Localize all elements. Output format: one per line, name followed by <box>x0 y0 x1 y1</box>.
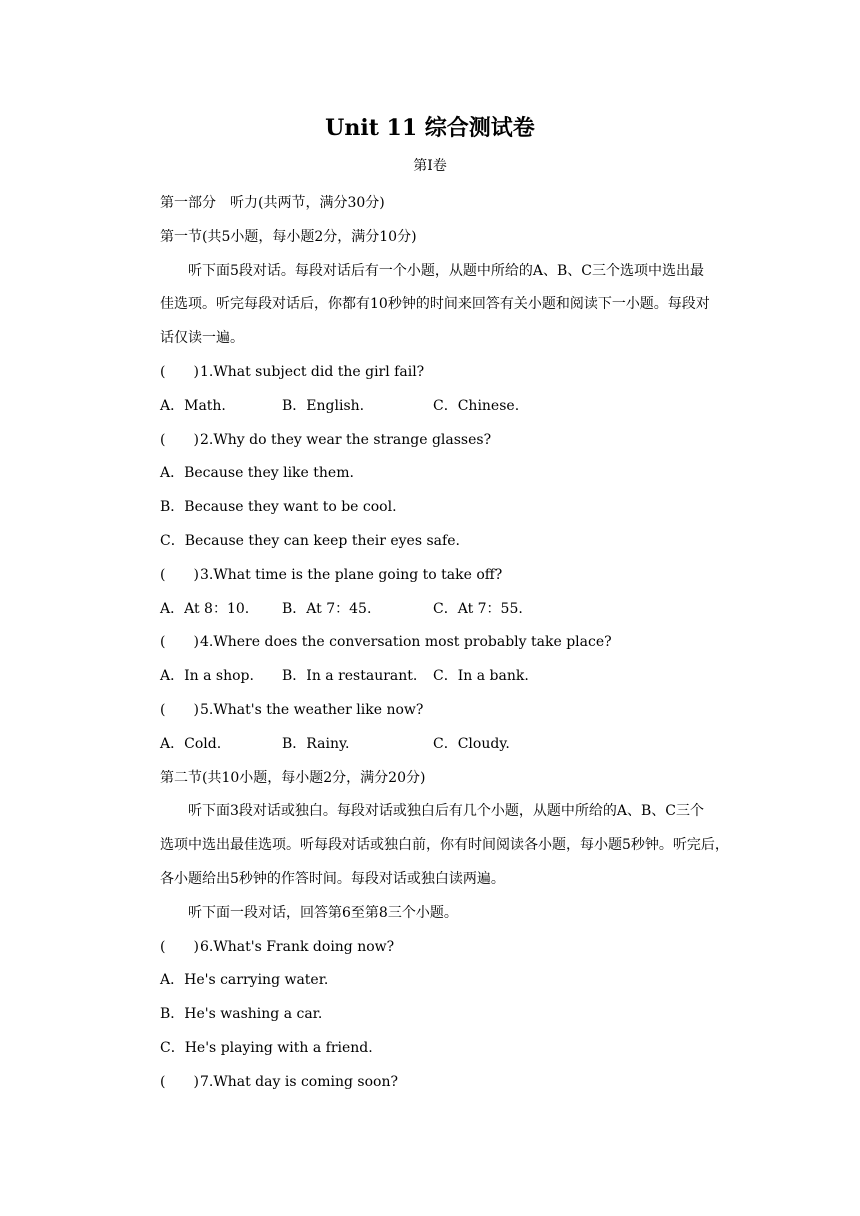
option-c: C．Because they can keep their eyes safe. <box>160 532 460 549</box>
section2-heading: 第二节(共10小题，每小题2分，满分20分) <box>160 769 426 786</box>
option-b: B．In a restaurant. <box>282 668 418 685</box>
question-5-options <box>160 728 735 762</box>
option-c: C．Chinese. <box>433 397 520 414</box>
answer-blank[interactable]: ( ) <box>160 566 199 583</box>
option-a: A．In a shop. <box>160 668 254 685</box>
option-c: C．Cloudy. <box>433 735 510 752</box>
answer-blank[interactable]: ( ) <box>160 701 199 718</box>
paper-subtitle: 第Ⅰ卷 <box>413 158 447 174</box>
option-b: B．English. <box>282 397 365 414</box>
option-b: B．Rainy. <box>282 735 350 752</box>
answer-blank[interactable]: ( ) <box>160 1073 199 1090</box>
question-text: 7.What day is coming soon? <box>200 1073 398 1090</box>
option-c: C．In a bank. <box>433 668 529 685</box>
section2-instruction-line: 选项中选出最佳选项。听每段对话或独白前，你有时间阅读各小题，每小题5秒钟。听完后， <box>160 837 729 854</box>
option-b: B．At 7：45. <box>282 600 372 617</box>
question-7 <box>160 1066 735 1100</box>
option-c: C．At 7：55. <box>433 600 523 617</box>
question-text: 2.Why do they wear the strange glasses? <box>200 431 492 448</box>
question-3 <box>160 559 735 593</box>
option-c: C．He's playing with a friend. <box>160 1039 373 1056</box>
question-3-options <box>160 593 735 627</box>
option-a: A．He's carrying water. <box>160 972 329 989</box>
option-a: A．Cold. <box>160 735 222 752</box>
option-b: B．Because they want to be cool. <box>160 499 397 516</box>
page-title: Unit 11 综合测试卷 <box>325 115 535 141</box>
question-4 <box>160 626 735 660</box>
question-4-options <box>160 660 735 694</box>
section2-instruction-line: 各小题给出5秒钟的作答时间。每段对话或独白读两遍。 <box>160 870 505 887</box>
answer-blank[interactable]: ( ) <box>160 431 199 448</box>
answer-blank[interactable]: ( ) <box>160 363 199 380</box>
question-1-options <box>160 390 735 424</box>
section2-instruction-line: 听下面3段对话或独白。每段对话或独白后有几个小题，从题中所给的A、B、C三个 <box>188 803 705 820</box>
part1-heading: 第一部分 听力(共两节，满分30分) <box>160 195 385 211</box>
question-2 <box>160 424 735 458</box>
question-1 <box>160 356 735 390</box>
option-a: A．At 8：10. <box>160 600 250 617</box>
question-text: 6.What's Frank doing now? <box>200 938 395 955</box>
exam-content <box>160 187 735 1100</box>
question-6 <box>160 931 735 965</box>
section1-instruction-line: 话仅读一遍。 <box>160 330 244 347</box>
section1-instruction-line: 听下面5段对话。每段对话后有一个小题，从题中所给的A、B、C三个选项中选出最 <box>188 262 705 279</box>
question-text: 5.What's the weather like now? <box>200 701 424 718</box>
section1-instruction-line: 佳选项。听完每段对话后，你都有10秒钟的时间来回答有关小题和阅读下一小题。每段对 <box>160 296 710 313</box>
question-text: 4.Where does the conversation most probably take place? <box>200 634 612 651</box>
question-5 <box>160 694 735 728</box>
answer-blank[interactable]: ( ) <box>160 938 199 955</box>
option-a: A．Because they like them. <box>160 465 354 482</box>
option-b: B．He's washing a car. <box>160 1006 323 1023</box>
option-a: A．Math. <box>160 397 226 414</box>
dialog-intro: 听下面一段对话，回答第6至第8三个小题。 <box>188 904 458 921</box>
question-text: 3.What time is the plane going to take off? <box>200 566 503 583</box>
question-text: 1.What subject did the girl fail? <box>200 363 425 380</box>
section1-heading: 第一节(共5小题，每小题2分，满分10分) <box>160 228 417 245</box>
answer-blank[interactable]: ( ) <box>160 634 199 651</box>
